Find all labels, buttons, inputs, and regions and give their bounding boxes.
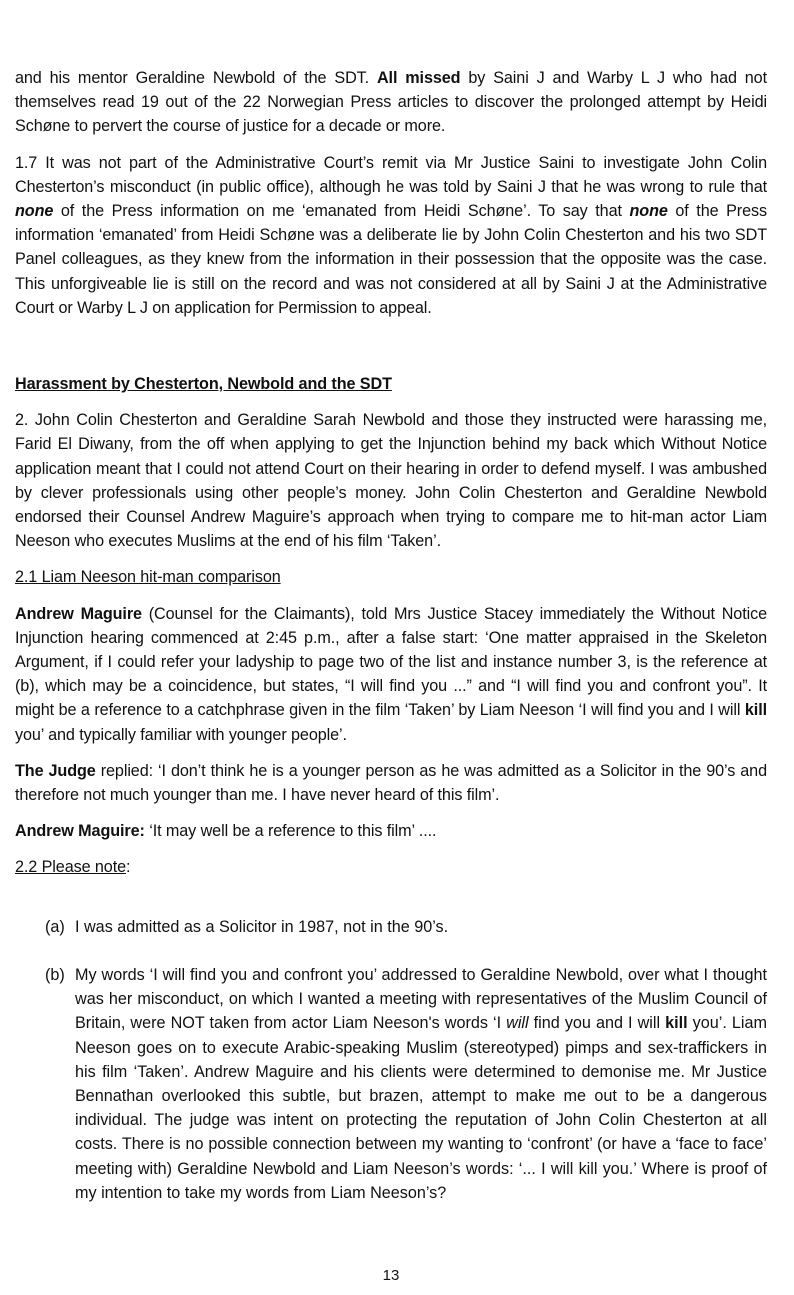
text-run: none xyxy=(629,202,668,221)
text-run: I was admitted as a Solicitor in 1987, not in the 90’s. xyxy=(75,917,449,936)
paragraph-maguire-reply xyxy=(15,819,767,843)
text-run: by Saini J and Warby L J who had not themselves read 19 out of the 22 Norwegian Press articles to discover the prolonged attempt by Heidi Schøne to pervert the course of justice for a decade or more. xyxy=(15,69,767,136)
text-run: (Counsel for the Claimants), told Mrs Justice Stacey immediately the Without Notice Injunction hearing commenced at 2:45 p.m., after a false start: ‘One matter appraised in the Skeleton Argument, if I could refer your ladyship to page two of the list and instance number 3, is the reference at (b), which may be a coincidence, but states, “I will find you ...” and “I will find you and confront you”. It might be a reference to a catchphrase given in the film ‘Taken’ by Liam Neeson ‘I will find you and I will xyxy=(15,604,767,720)
text-run: 2. John Colin Chesterton and Geraldine Sarah Newbold and those they instructed were harassing me, Farid El Diwany, from the off when applying to get the Injunction behind my back which Without Notice application meant that I could not attend Court on their hearing in order to defend myself. I was ambushed by clever professionals using other people’s money. John Colin Chesterton and Geraldine Newbold endorsed their Counsel Andrew Maguire’s approach when trying to compare me to hit-man actor Liam Neeson who executes Muslims at the end of his film ‘Taken’. xyxy=(15,411,767,551)
text-run: none xyxy=(15,202,54,221)
text-run: Andrew Maguire: xyxy=(15,822,145,841)
text-run: will xyxy=(506,1014,529,1033)
section-heading-harassment: Harassment by Chesterton, Newbold and the SDT xyxy=(15,375,392,394)
text-run: you’. Liam Neeson goes on to execute Arabic-speaking Muslim (stereotyped) pimps and sex-traffickers in his film ‘Taken’. Andrew Maguire and his clients were determined to demonise me. Mr Justice Bennathan overlooked this subtle, but brazen, attempt to make me out to be a dangerous individual. The judge was intent on protecting the reputation of John Colin Chesterton at all costs. There is no possible connection between my wanting to ‘confront’ (or have a ‘face to face’ meeting with) Geraldine Newbold and Liam Neeson’s words: ‘... I will kill you.’ Where is proof of my intention to take my words from Liam Neeson’s? xyxy=(75,1014,767,1202)
note-spacer xyxy=(15,939,767,963)
subheading-2-1: 2.1 Liam Neeson hit-man comparison xyxy=(15,568,281,587)
text-run: replied: ‘I don’t think he is a younger person as he was admitted as a Solicitor in the 90’s and therefore not much younger than me. I have never heard of this film’. xyxy=(15,761,767,805)
text-run: kill xyxy=(744,701,767,720)
text-run: My words ‘I will find you and confront you’ addressed to Geraldine Newbold, over what I thought was her misconduct, on which I wanted a meeting with representatives of the Muslim Council of Britain, were NOT taken from actor Liam Neeson's words ‘I xyxy=(75,965,767,1033)
paragraph-intro xyxy=(15,66,767,139)
subheading-2-2-colon: : xyxy=(126,858,131,877)
text-run: find you and I will xyxy=(528,1014,666,1033)
text-run: 1.7 It was not part of the Administrative Court’s remit via Mr Justice Saini to investigate John Colin Chesterton’s misconduct (in public office), although he was told by Saini J that he was wrong to rule that xyxy=(15,153,767,196)
text-run: of the Press information ‘emanated’ from Heidi Schøne was a deliberate lie by John Colin Chesterton and his two SDT Panel colleagues, as they knew from the information in their possession that the opposite was the case. This unforgiveable lie is still on the record and was not considered at all by Saini J at the Administrative Court or Warby L J on application for Permission to appeal. xyxy=(15,202,767,317)
paragraph-judge xyxy=(15,759,767,807)
text-run: and his mentor Geraldine Newbold of the SDT. xyxy=(15,69,377,87)
note-marker-a: (a) xyxy=(45,917,65,936)
note-item-a xyxy=(15,915,767,939)
note-text-b xyxy=(75,966,767,1202)
paragraph-1-7 xyxy=(15,151,767,320)
page-number: 13 xyxy=(382,1267,400,1284)
notes-list xyxy=(15,915,767,1205)
text-run: The Judge xyxy=(15,761,96,780)
document-page xyxy=(15,66,767,1205)
text-run: ‘It may well be a reference to this film’ .... xyxy=(144,822,437,841)
subheading-2-2-text: 2.2 Please note xyxy=(15,858,126,877)
subheading-2-2 xyxy=(15,855,767,879)
paragraph-2 xyxy=(15,408,767,553)
note-item-b xyxy=(15,963,767,1205)
text-run: you’ and typically familiar with younger people’. xyxy=(15,725,347,744)
text-run: Andrew Maguire xyxy=(15,604,142,623)
note-text-a xyxy=(75,918,448,936)
text-run: All missed xyxy=(376,69,461,87)
text-run: kill xyxy=(665,1014,688,1033)
note-marker-b: (b) xyxy=(45,965,65,984)
text-run: of the Press information on me ‘emanated from Heidi Schøne’. To say that xyxy=(53,202,630,221)
paragraph-maguire xyxy=(15,602,767,747)
